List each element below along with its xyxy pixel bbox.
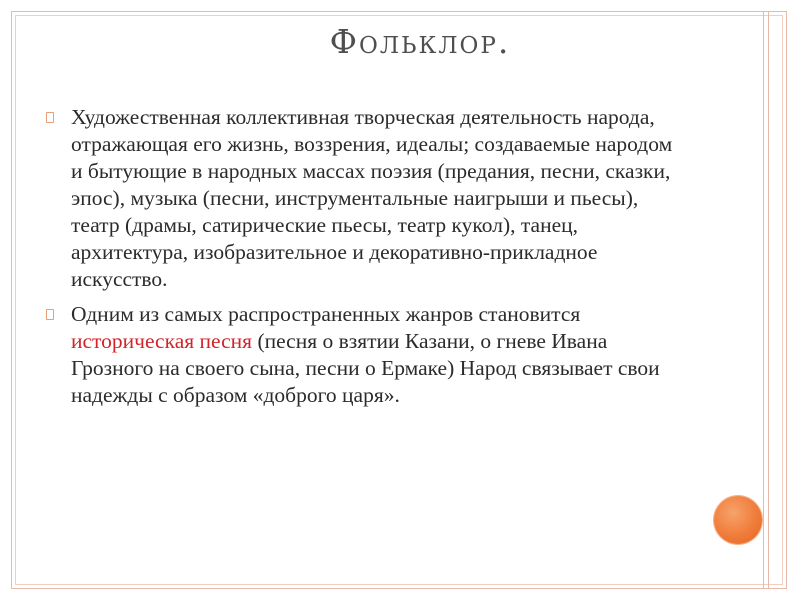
frame-right-line xyxy=(763,11,764,589)
slide-title: Фольклор. xyxy=(329,22,511,61)
bullet-text: Художественная коллективная творческая деятельность народа, отражающая его жизнь, воззрения, идеалы; создаваемые народом и бытующие в народных массах поэзия (предания, песни, сказки, эпос), музыка (песни, инструментальные наигрыши и пьесы), театр (драмы, сатирические пьесы, театр кукол), танец, архитектура, изобразительное и декоративно-прикладное искусство. xyxy=(71,105,673,291)
orange-circle-decoration xyxy=(714,496,762,544)
bullet-text-after: (песня о взятии Казани, о гневе Ивана Грозного на своего сына, песни о Ермаке) Народ связывает свои надежды с образом «доброго царя». xyxy=(71,329,660,407)
bullet-square-icon xyxy=(46,309,54,320)
bullet-square-icon xyxy=(46,112,54,123)
slide-content xyxy=(44,104,684,417)
bullet-text-before: Одним из самых распространенных жанров становится xyxy=(71,302,581,326)
frame-right-line xyxy=(768,11,769,589)
bullet-item xyxy=(44,301,684,409)
highlighted-term: историческая песня xyxy=(71,329,253,353)
bullet-item xyxy=(44,104,684,293)
